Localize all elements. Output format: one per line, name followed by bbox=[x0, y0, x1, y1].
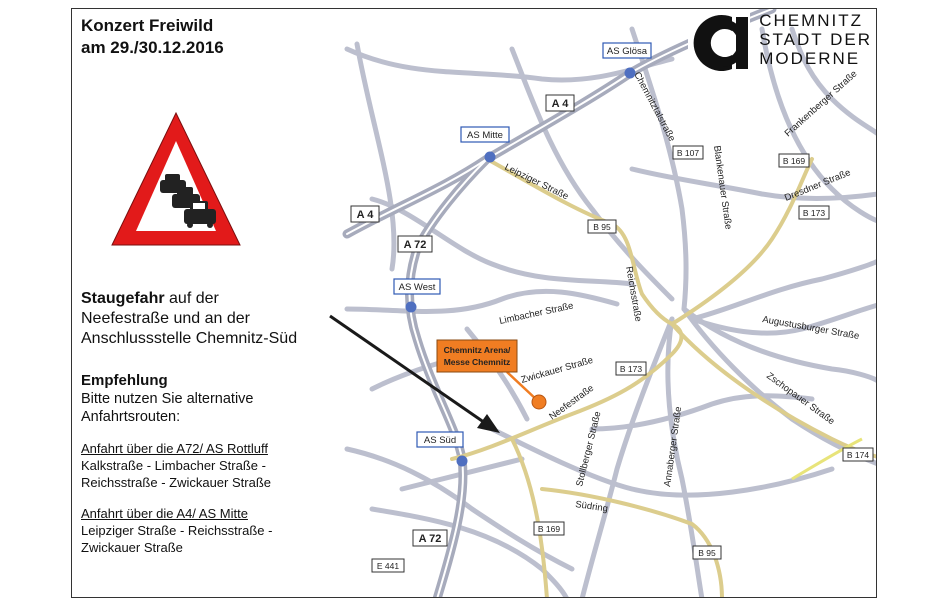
svg-text:E 441: E 441 bbox=[376, 561, 400, 571]
exit-dot-sued bbox=[457, 456, 468, 467]
page-title bbox=[81, 15, 224, 59]
shield-b95-bottom bbox=[693, 546, 721, 559]
recommendation-line2: Anfahrtsrouten: bbox=[81, 409, 181, 425]
shield-b107 bbox=[673, 146, 703, 159]
street-frankenberger: Frankenberger Straße bbox=[782, 68, 860, 140]
route-a72-line2: Reichsstraße - Zwickauer Straße bbox=[81, 475, 271, 490]
exit-text-west: AS West bbox=[398, 282, 436, 293]
street-zwickauer: Zwickauer Straße bbox=[519, 354, 595, 386]
info-panel bbox=[81, 289, 411, 556]
svg-text:B 95: B 95 bbox=[593, 222, 611, 232]
street-annaberger: Annaberger Straße bbox=[662, 405, 685, 488]
street-suedring: Südring bbox=[574, 499, 609, 515]
route-a4-line2: Zwickauer Straße bbox=[81, 540, 183, 555]
exit-text-sued: AS Süd bbox=[423, 435, 457, 446]
shield-a4-left bbox=[351, 206, 379, 222]
svg-text:B 169: B 169 bbox=[537, 524, 561, 534]
warning-line3: Anschlussstelle Chemnitz-Süd bbox=[81, 330, 298, 347]
svg-text:A 72: A 72 bbox=[418, 533, 442, 545]
recommendation-line1: Bitte nutzen Sie alternative bbox=[81, 391, 254, 407]
title-line2: am 29./30.12.2016 bbox=[81, 38, 224, 57]
traffic-jam-warning-icon bbox=[112, 113, 240, 245]
svg-text:A 72: A 72 bbox=[403, 239, 427, 251]
venue-marker bbox=[532, 395, 546, 409]
map-frame bbox=[71, 8, 877, 598]
brand-line2: STADT DER bbox=[759, 30, 872, 49]
warning-text bbox=[81, 289, 411, 349]
brand-logo-space bbox=[679, 11, 745, 75]
route-a4-line1: Leipziger Straße - Reichsstraße - bbox=[81, 523, 273, 538]
shield-b169-top bbox=[779, 154, 809, 167]
exit-label-gloesa bbox=[603, 43, 651, 58]
exit-text-mitte: AS Mitte bbox=[467, 130, 503, 141]
svg-text:B 174: B 174 bbox=[846, 450, 870, 460]
venue-label bbox=[437, 340, 517, 372]
route-heading-a72: Anfahrt über die A72/ AS Rottluff bbox=[81, 441, 268, 456]
warning-bold: Staugefahr bbox=[81, 290, 165, 307]
shield-a72-bottom bbox=[413, 530, 447, 546]
exit-label-sued bbox=[417, 432, 463, 447]
exit-text-gloesa: AS Glösa bbox=[606, 46, 648, 57]
svg-text:B 169: B 169 bbox=[782, 156, 806, 166]
svg-text:A 4: A 4 bbox=[551, 98, 569, 110]
shield-b169-bottom bbox=[534, 522, 564, 535]
street-augustusburger: Augustusburger Straße bbox=[761, 314, 861, 343]
warning-line2: Neefestraße und an der bbox=[81, 310, 250, 327]
recommendation-heading: Empfehlung bbox=[81, 372, 168, 389]
venue-label-line2: Messe Chemnitz bbox=[443, 357, 511, 367]
brand-line3: MODERNE bbox=[759, 49, 861, 68]
shield-b95-mid bbox=[588, 220, 616, 233]
street-chemnitztalstrasse: Chemnitztalstraße bbox=[631, 70, 678, 144]
warning-text1: auf der bbox=[164, 290, 219, 307]
brand-text bbox=[759, 11, 872, 68]
shield-e441 bbox=[372, 559, 404, 572]
shield-b173-center bbox=[616, 362, 646, 375]
shield-a72-mid bbox=[398, 236, 432, 252]
street-stollberger: Stollberger Straße bbox=[574, 410, 604, 488]
svg-text:B 173: B 173 bbox=[619, 364, 643, 374]
title-line1: Konzert Freiwild bbox=[81, 16, 214, 35]
brand-line1: CHEMNITZ bbox=[759, 11, 864, 30]
street-zschopauer: Zschopauer Straße bbox=[764, 370, 837, 428]
shield-a4-top bbox=[546, 95, 574, 111]
street-dresdner: Dresdner Straße bbox=[783, 167, 853, 204]
venue-label-line1: Chemnitz Arena/ bbox=[443, 345, 511, 355]
svg-text:A 4: A 4 bbox=[356, 209, 374, 221]
street-blankenauer: Blankenauer Straße bbox=[711, 144, 734, 231]
street-network bbox=[347, 29, 877, 598]
exit-dot-mitte bbox=[485, 152, 496, 163]
svg-text:B 107: B 107 bbox=[676, 148, 700, 158]
brand bbox=[679, 11, 872, 75]
route-heading-a4: Anfahrt über die A4/ AS Mitte bbox=[81, 506, 248, 521]
shield-b174 bbox=[843, 448, 873, 461]
exit-label-mitte bbox=[461, 127, 509, 142]
street-limbacher: Limbacher Straße bbox=[498, 300, 575, 327]
shield-b173-right bbox=[799, 206, 829, 219]
street-reichsstrasse: Reichsstraße bbox=[623, 265, 644, 323]
svg-text:B 95: B 95 bbox=[698, 548, 716, 558]
street-neefestrasse: Neefestraße bbox=[547, 382, 597, 423]
route-a72-line1: Kalkstraße - Limbacher Straße - bbox=[81, 458, 266, 473]
street-leipziger: Leipziger Straße bbox=[502, 161, 571, 203]
svg-text:B 173: B 173 bbox=[802, 208, 826, 218]
